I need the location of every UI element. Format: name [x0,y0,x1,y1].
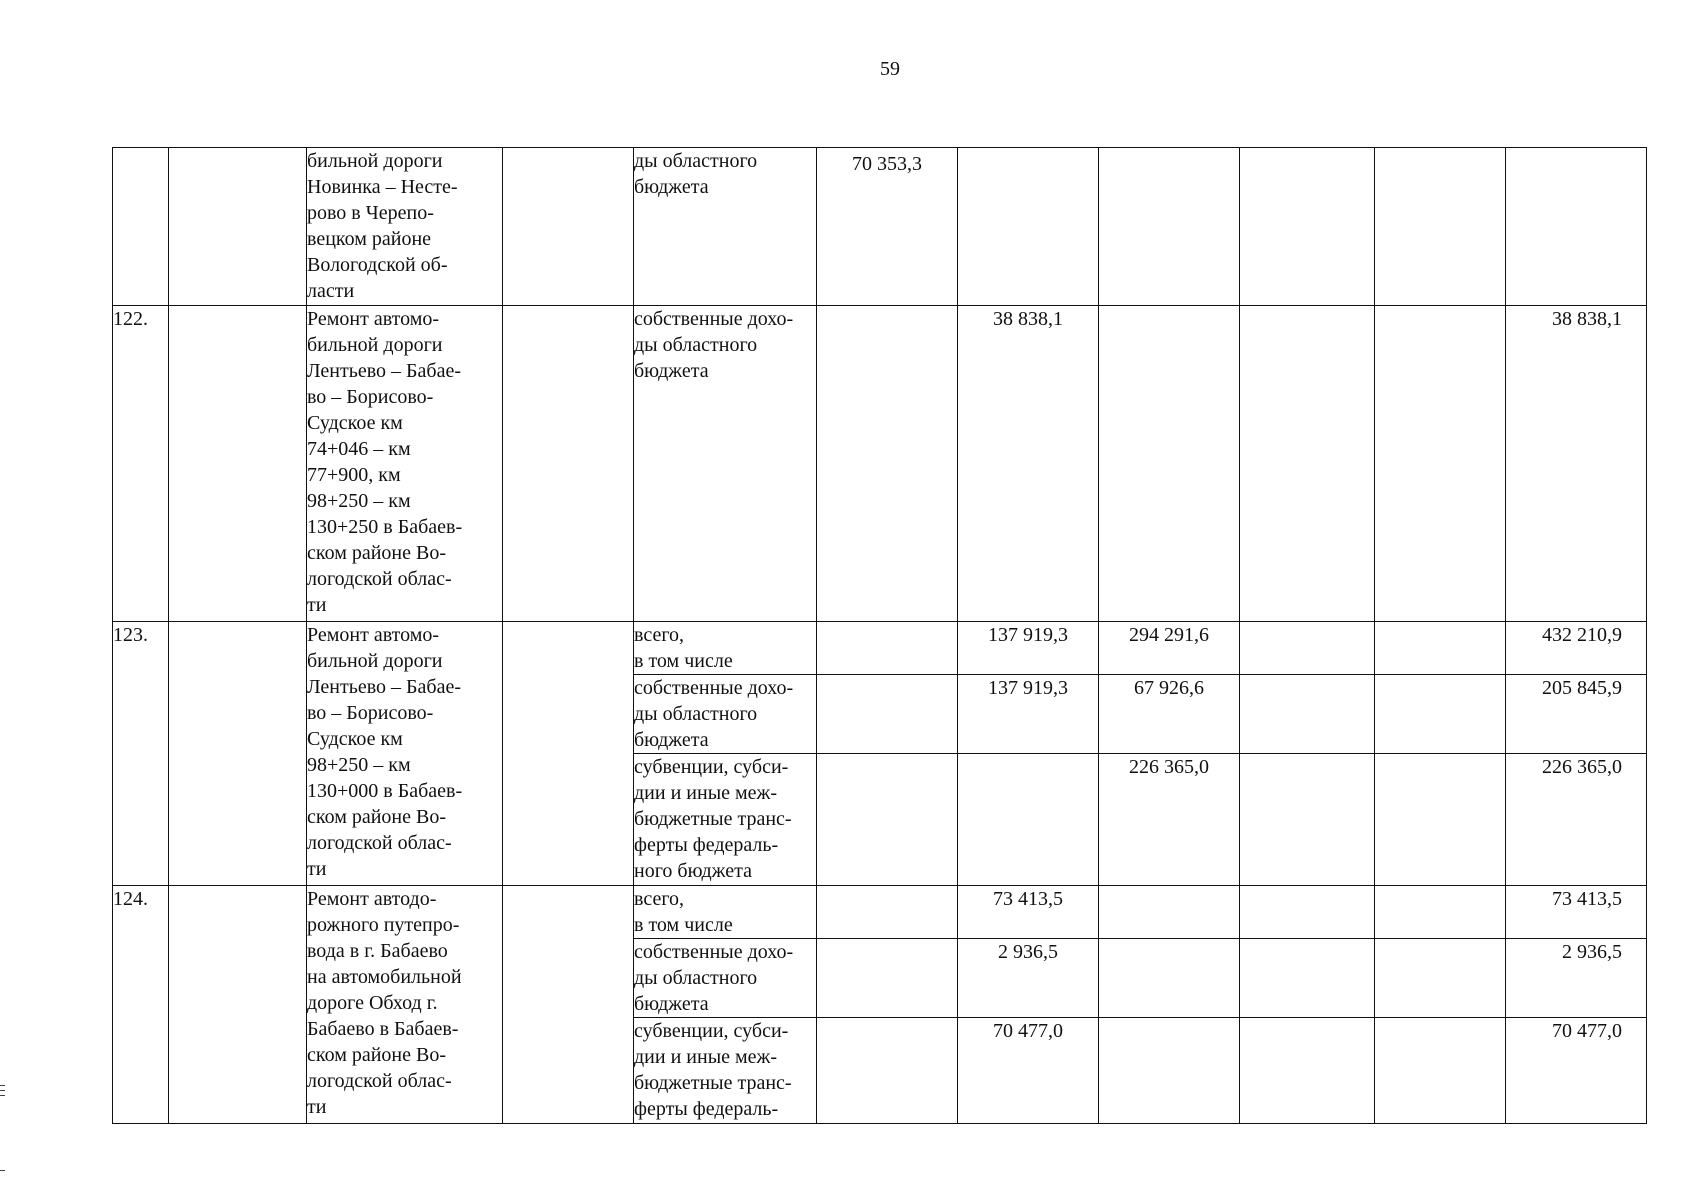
funding-source: собственные дохо- ды областного бюджета [634,675,817,754]
code-cell [169,148,307,306]
funding-source: собственные дохо- ды областного бюджета [634,306,817,622]
value-cell: 137 919,3 [958,675,1099,754]
margin-mark [0,1090,5,1091]
value-cell [1240,675,1375,754]
value-cell [817,1018,958,1124]
empty-cell [503,886,634,1124]
value-cell: 70 353,3 [817,148,958,306]
value-cell: 67 926,6 [1099,675,1240,754]
funding-source: ды областного бюджета [634,148,817,306]
code-cell [169,622,307,886]
object-name: бильной дороги Новинка – Несте- рово в Черепо- вецком районе Вологодской об- ласти [307,148,503,306]
value-cell [817,886,958,939]
total-cell: 2 936,5 [1506,939,1647,1018]
value-cell: 226 365,0 [1099,754,1240,886]
value-cell [1375,675,1506,754]
value-cell [1375,754,1506,886]
table-row [113,886,1647,939]
value-cell: 70 477,0 [958,1018,1099,1124]
value-cell [1375,148,1506,306]
row-index: 122. [113,306,169,622]
total-cell: 432 210,9 [1506,622,1647,675]
value-cell [1099,148,1240,306]
value-cell [1375,939,1506,1018]
funding-source: субвенции, субси- дии и иные меж- бюджетные транс- ферты федераль- [634,1018,817,1124]
total-cell: 205 845,9 [1506,675,1647,754]
value-cell [817,622,958,675]
value-cell [1240,148,1375,306]
value-cell: 38 838,1 [958,306,1099,622]
row-index: 123. [113,622,169,886]
object-name: Ремонт автодо- рожного путепро- вода в г. Бабаево на автомобильной дороге Обход г. Бабаево в Бабаев- ском районе Во- логодской облас- ти [307,886,503,1124]
value-cell [1240,622,1375,675]
object-name: Ремонт автомо- бильной дороги Лентьево – Бабае- во – Борисово- Судское км 98+250 – км 130+000 в Бабаев- ском районе Во- логодской облас- ти [307,622,503,886]
table-row [113,148,1647,306]
value-cell [1099,886,1240,939]
value-cell [1099,306,1240,622]
margin-mark [0,1085,5,1086]
value-cell: 137 919,3 [958,622,1099,675]
value-cell [1240,939,1375,1018]
funding-source: всего, в том числе [634,622,817,675]
value-cell [817,754,958,886]
value-cell [1375,1018,1506,1124]
total-cell: 226 365,0 [1506,754,1647,886]
total-cell: 73 413,5 [1506,886,1647,939]
value-cell [958,148,1099,306]
funding-source: субвенции, субси- дии и иные меж- бюджетные транс- ферты федераль- ного бюджета [634,754,817,886]
value-cell [1099,939,1240,1018]
funding-source: собственные дохо- ды областного бюджета [634,939,817,1018]
value-cell [1375,306,1506,622]
value-cell [1375,886,1506,939]
margin-mark [0,1095,5,1096]
value-cell: 294 291,6 [1099,622,1240,675]
total-cell [1506,148,1647,306]
empty-cell [503,622,634,886]
empty-cell [503,148,634,306]
code-cell [169,306,307,622]
value-cell [1375,622,1506,675]
object-name: Ремонт автомо- бильной дороги Лентьево – Бабае- во – Борисово- Судское км 74+046 – км 77+900, км 98+250 – км 130+250 в Бабаев- ском районе Во- логодской облас- ти [307,306,503,622]
total-cell: 38 838,1 [1506,306,1647,622]
value-cell [1240,306,1375,622]
value-cell [1240,754,1375,886]
empty-cell [503,306,634,622]
budget-table [112,147,1647,1124]
row-index [113,148,169,306]
value-cell: 2 936,5 [958,939,1099,1018]
margin-mark [0,1170,5,1171]
value-cell [1099,1018,1240,1124]
row-index: 124. [113,886,169,1124]
code-cell [169,886,307,1124]
value-cell [817,675,958,754]
value-cell [817,306,958,622]
value-cell [817,939,958,1018]
page-number: 59 [880,58,900,80]
value-cell [1240,1018,1375,1124]
funding-source: всего, в том числе [634,886,817,939]
value-cell [958,754,1099,886]
value-cell [1240,886,1375,939]
table-row [113,306,1647,622]
total-cell: 70 477,0 [1506,1018,1647,1124]
table-row [113,622,1647,675]
value-cell: 73 413,5 [958,886,1099,939]
